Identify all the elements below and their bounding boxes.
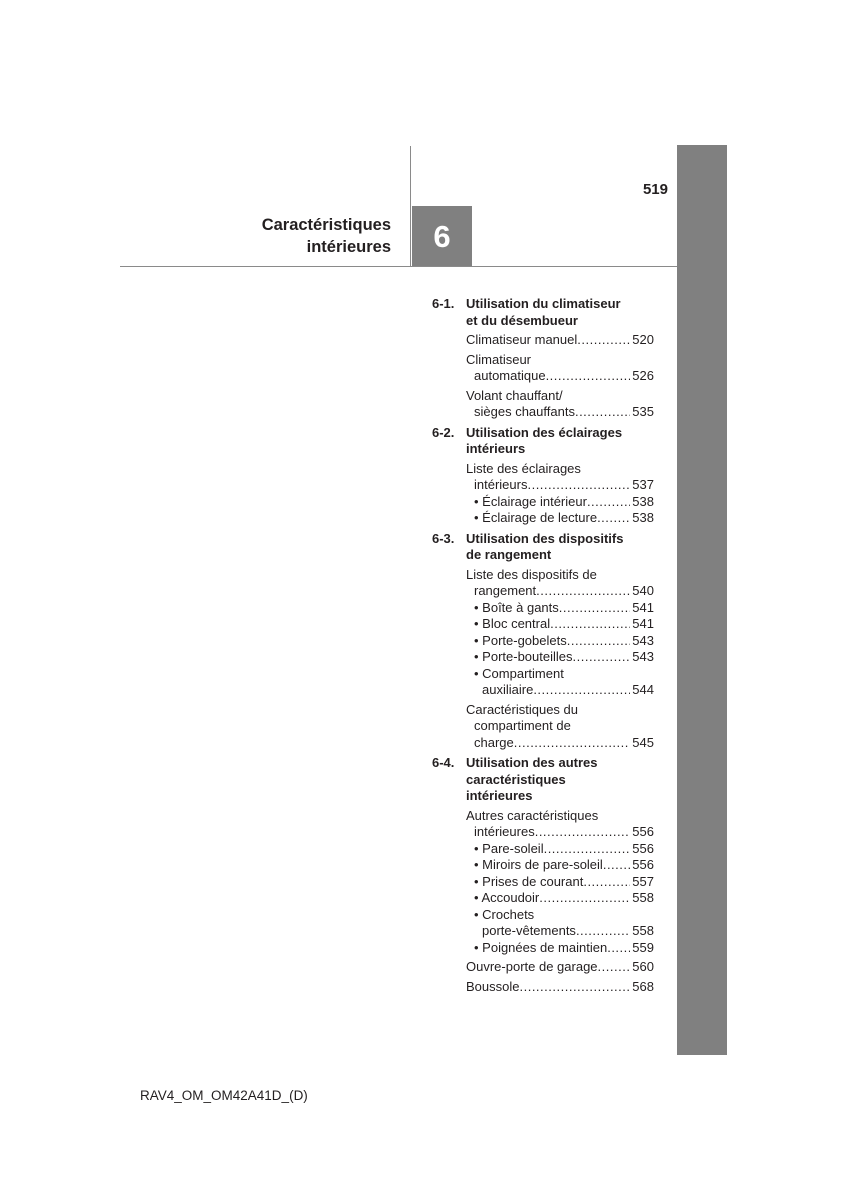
toc-subentry[interactable] bbox=[466, 890, 654, 907]
toc-section-heading[interactable] bbox=[432, 755, 654, 805]
toc-subentry[interactable] bbox=[466, 649, 654, 666]
entry-label: • Prises de courant bbox=[474, 873, 584, 889]
toc-section-heading[interactable] bbox=[432, 531, 654, 564]
dot-leader bbox=[587, 494, 630, 511]
entry-label: Ouvre-porte de garage bbox=[466, 959, 598, 974]
entry-label: • Boîte à gants bbox=[474, 599, 559, 615]
chapter-title-line: Caractéristiques bbox=[261, 216, 391, 234]
dot-leader bbox=[514, 735, 631, 752]
entry-label: Climatiseur bbox=[466, 351, 532, 367]
toc-subentry[interactable] bbox=[466, 874, 654, 891]
entry-label: • Crochets bbox=[474, 906, 535, 922]
toc-subentry[interactable] bbox=[466, 633, 654, 650]
chapter-number-box: 6 bbox=[412, 206, 472, 266]
entry-page: 540 bbox=[632, 583, 654, 598]
entry-label: sièges chauffants bbox=[474, 404, 575, 419]
dot-leader bbox=[535, 824, 631, 841]
entry-page: 541 bbox=[632, 616, 654, 631]
toc-subentry[interactable] bbox=[466, 494, 654, 511]
toc-entry[interactable] bbox=[466, 567, 654, 600]
entry-label: Volant chauffant/ bbox=[466, 387, 563, 403]
entry-label: automatique bbox=[474, 368, 546, 383]
dot-leader bbox=[533, 682, 630, 699]
entry-page: 535 bbox=[632, 404, 654, 419]
entry-page: 560 bbox=[632, 959, 654, 974]
entry-page: 545 bbox=[632, 734, 654, 750]
section-title-line: Utilisation des dispositifs bbox=[466, 530, 624, 546]
dot-leader bbox=[544, 841, 631, 858]
entry-label: porte-vêtements bbox=[482, 923, 576, 938]
toc-subentry[interactable] bbox=[466, 616, 654, 633]
entry-label: • Bloc central bbox=[474, 616, 551, 631]
entry-label: • Compartiment bbox=[474, 665, 564, 681]
entry-page: 556 bbox=[632, 857, 654, 872]
toc-entry[interactable] bbox=[466, 461, 654, 494]
entry-page: 537 bbox=[632, 477, 654, 492]
entry-label: Caractéristiques du bbox=[466, 701, 578, 717]
toc-entry[interactable] bbox=[466, 959, 654, 976]
entry-page: 568 bbox=[632, 978, 654, 994]
entry-label: Boussole bbox=[466, 978, 520, 994]
entry-page: 526 bbox=[632, 368, 654, 383]
entry-page: 543 bbox=[632, 649, 654, 664]
section-title-line: Utilisation du climatiseur bbox=[466, 296, 621, 311]
entry-page: 538 bbox=[632, 510, 654, 525]
toc-section-heading[interactable] bbox=[432, 425, 654, 458]
entry-page: 541 bbox=[632, 599, 654, 615]
page-number: 519 bbox=[642, 181, 668, 198]
entry-label: auxiliaire bbox=[482, 682, 534, 697]
section-title bbox=[466, 296, 654, 329]
dot-leader bbox=[577, 332, 630, 349]
header-horizontal-rule bbox=[120, 266, 677, 267]
section-number: 6-2. bbox=[432, 424, 455, 440]
dot-leader bbox=[567, 633, 631, 650]
entry-page: 556 bbox=[632, 824, 654, 839]
section-number: 6-4. bbox=[432, 755, 455, 770]
chapter-title bbox=[262, 214, 391, 258]
header-vertical-rule bbox=[410, 146, 411, 266]
dot-leader bbox=[539, 890, 630, 907]
toc-subentry[interactable] bbox=[466, 600, 654, 617]
chapter-side-tab bbox=[677, 145, 727, 1055]
entry-page: 520 bbox=[632, 332, 654, 347]
toc-entry[interactable] bbox=[466, 352, 654, 385]
section-title bbox=[466, 755, 654, 805]
section-title-line: de rangement bbox=[466, 547, 552, 562]
entry-label: • Miroirs de pare-soleil bbox=[474, 857, 603, 872]
dot-leader bbox=[546, 368, 631, 385]
section-title-line: Utilisation des éclairages bbox=[466, 424, 623, 440]
section-title-line: caractéristiques bbox=[466, 771, 566, 787]
entry-page: 558 bbox=[632, 923, 654, 938]
section-title-line: intérieurs bbox=[466, 441, 526, 456]
table-of-contents bbox=[432, 294, 654, 995]
entry-label: • Éclairage de lecture bbox=[474, 510, 598, 525]
section-title bbox=[466, 531, 654, 564]
entry-label: • Porte-gobelets bbox=[474, 632, 567, 648]
entry-label: • Accoudoir bbox=[474, 890, 540, 905]
toc-subentry[interactable] bbox=[466, 940, 654, 957]
entry-page: 544 bbox=[632, 682, 654, 697]
section-number: 6-3. bbox=[432, 530, 455, 546]
toc-entry[interactable] bbox=[466, 808, 654, 841]
section-number: 6-1. bbox=[432, 296, 455, 311]
dot-leader bbox=[519, 979, 630, 996]
section-title bbox=[466, 425, 654, 458]
entry-label: Climatiseur manuel bbox=[466, 332, 578, 347]
entry-label: compartiment de bbox=[474, 718, 571, 733]
entry-page: 559 bbox=[632, 939, 654, 955]
toc-section-heading[interactable] bbox=[432, 296, 654, 329]
dot-leader bbox=[573, 649, 631, 666]
section-title-line: intérieures bbox=[466, 788, 533, 803]
dot-leader bbox=[536, 583, 630, 600]
dot-leader bbox=[527, 477, 630, 494]
entry-label: intérieures bbox=[474, 824, 535, 839]
dot-leader bbox=[559, 600, 631, 617]
toc-entry[interactable] bbox=[466, 702, 654, 752]
entry-page: 558 bbox=[632, 890, 654, 905]
dot-leader bbox=[598, 959, 631, 976]
toc-entry[interactable] bbox=[466, 388, 654, 421]
document-code-footer: RAV4_OM_OM42A41D_(D) bbox=[140, 1088, 308, 1103]
toc-entry[interactable] bbox=[466, 332, 654, 349]
entry-page: 543 bbox=[632, 632, 654, 648]
entry-label: charge bbox=[474, 734, 514, 750]
chapter-title-line: intérieures bbox=[306, 238, 391, 256]
entry-page: 538 bbox=[632, 493, 654, 509]
entry-label: Liste des éclairages bbox=[466, 460, 581, 476]
entry-label: • Porte-bouteilles bbox=[474, 649, 573, 664]
entry-label: intérieurs bbox=[474, 477, 528, 492]
dot-leader bbox=[603, 857, 630, 874]
dot-leader bbox=[597, 510, 630, 527]
entry-label: • Éclairage intérieur bbox=[474, 493, 587, 509]
entry-page: 557 bbox=[632, 873, 654, 889]
entry-label: • Pare-soleil bbox=[474, 840, 544, 856]
toc-entry[interactable] bbox=[466, 979, 654, 996]
toc-subentry[interactable] bbox=[466, 510, 654, 527]
entry-label: rangement bbox=[474, 583, 537, 598]
entry-page: 556 bbox=[632, 840, 654, 856]
toc-subentry[interactable] bbox=[466, 666, 654, 699]
toc-subentry[interactable] bbox=[466, 857, 654, 874]
dot-leader bbox=[550, 616, 630, 633]
dot-leader bbox=[607, 940, 630, 957]
entry-label: Autres caractéristiques bbox=[466, 807, 599, 823]
toc-subentry[interactable] bbox=[466, 841, 654, 858]
section-title-line: Utilisation des autres bbox=[466, 755, 598, 770]
entry-label: • Poignées de maintien bbox=[474, 939, 608, 955]
section-title-line: et du désembueur bbox=[466, 312, 578, 328]
toc-subentry[interactable] bbox=[466, 907, 654, 940]
dot-leader bbox=[576, 923, 630, 940]
entry-label: Liste des dispositifs de bbox=[466, 566, 597, 582]
dot-leader bbox=[575, 404, 630, 421]
dot-leader bbox=[583, 874, 630, 891]
